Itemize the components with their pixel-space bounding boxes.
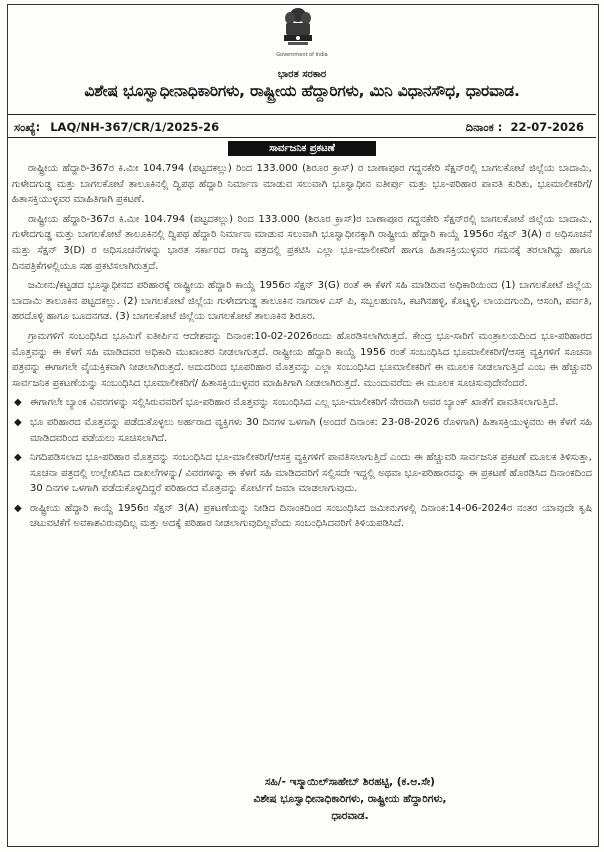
reference-number [14, 120, 219, 135]
ref-divider [8, 137, 596, 138]
notice-body [12, 161, 592, 536]
diamond-bullet-icon: ◆ [14, 502, 22, 514]
diamond-bullet-icon: ◆ [14, 416, 22, 428]
signature-block [0, 774, 604, 825]
notice-date [466, 120, 584, 135]
paragraph: ರಾಷ್ಟ್ರೀಯ ಹೆದ್ದಾರಿ-367ರ ಕಿ.ಮೀ 104.794 (ಪಟ್ಟದಕಲ್ಲು) ರಿಂದ 133.000 (ಶಿರೂರ ಕ್ರಾಸ್) ರ ಬಾಣಾಪೂರ ಗದ್ದನಕೇರಿ ಸೆಕ್ಷನ್‌ರಲ್ಲಿ ಬಾಗಲಕೋಟೆ ಜಿಲ್ಲೆಯ ಬಾದಾಮಿ, ಗುಳೇದಗುಡ್ಡ ಮತ್ತು ಬಾಗಲಕೋಟೆ ತಾಲೂಕಿನಲ್ಲಿ ದ್ವಿಪಥ ಹೆದ್ದಾರಿ ನಿರ್ಮಾಣ ಮಾಡುವ ಸಲುವಾಗಿ ಭೂಸ್ವಾಧೀನ ಐತೀರ್ಪು ಮತ್ತು ಭೂ-ಪರಿಹಾರ ಪಾವತಿ ಕುರಿತು, ಭೂಮಾಲೀಕರಿಗೆ/ಹಿತಾಸಕ್ತಿಯುಳ್ಳವರ ಮಾಹಿತಿಗಾಗಿ ಪ್ರಕಟಣೆ. [12, 163, 592, 206]
paragraph: ಜಮೀನು/ಕಟ್ಟಡದ ಭೂಸ್ವಾಧೀನದ ಪರಿಹಾರಕ್ಕೆ ರಾಷ್ಟ್ರೀಯ ಹೆದ್ದಾರಿ ಕಾಯ್ದೆ 1956ರ ಸೆಕ್ಷನ್ 3(G) ರಂತೆ ಈ ಕೆಳಗೆ ಸಹಿ ಮಾಡಿರುವ ಅಧಿಕಾರಿಯಿಂದ (1) ಬಾಗಲಕೋಟೆ ಜಿಲ್ಲೆಯ ಬಾದಾಮಿ ತಾಲೂಕಿನ ಪಟ್ಟದಕಲ್ಲು. (2) ಬಾಗಲಕೋಟೆ ಜಿಲ್ಲೆಯ ಗುಳೇದಗುಡ್ಡ ತಾಲೂಕಿನ ನಾಗರಾಳ ಎಸ್ ಪಿ, ಸಬ್ಬಲಹುಣಸಿ, ಕಟಗಿನಹಳ್ಳಿ, ಕೊಟ್ನಳ್ಳಿ, ಲಾಯದಗುಂದಿ, ಆಸಂಗಿ, ಪರ್ವತಿ, ಹರದೊಳ್ಳಿ ಹಾಗೂ ಬೂದನಗಡ. (3) ಬಾಗಲಕೋಟೆ ಜಿಲ್ಲೆಯ ಬಾಗಲಕೋಟೆ ತಾಲೂಕಿನ ಶಿರೂರ. [12, 280, 592, 323]
paragraph: ಗ್ರಾಮಗಳಿಗೆ ಸಂಬಂಧಿಸಿದ ಭೂಮಿಗೆ ಐತೀರ್ಪಿನ ಆದೇಶವನ್ನು ದಿನಾಂಕ:10-02-2026ರಂದು ಹೊರಡಿಸಲಾಗಿರುತ್ತದೆ. ಕೇಂದ್ರ ಭೂ-ಸಾರಿಗೆ ಮಂತ್ರಾಲಯದಿಂದ ಭೂ-ಪರಿಹಾರದ ಮೊತ್ತವನ್ನು ಈ ಕೆಳಗೆ ಸಹಿ ಮಾಡಿದವರ ಅಧಿಕಾರಿ ಮುಖಾಂತರ ನೀಡಲಾಗುತ್ತದೆ. ರಾಷ್ಟ್ರೀಯ ಹೆದ್ದಾರಿ ಕಾಯ್ದೆ 1956 ರಂತೆ ಸಂಬಂಧಿಸಿದ ಭೂಮಾಲೀಕರಿಗೆ/ಆಸಕ್ತ ವ್ಯಕ್ತಿಗಳಿಗೆ ಸೂಚನಾ ಪತ್ರವನ್ನು ಈಗಾಗಲೇ ವೈಯಕ್ತಿಕವಾಗಿ ನೀಡಲಾಗಿರುತ್ತದೆ. ಅದುದರಿಂದ ಭೂಪರಿಹಾರ ಮೊತ್ತವನ್ನು ಎಲ್ಲಾ ಸಂಬಂಧಿಸಿದ ಭೂಮಾಲೀಕರಿಗೆ ಈ ಮೂಲಕ ನೀಡಲಾಗುತ್ತಿದೆ ಎಂಬ ಈ ಹೆಚ್ಚುವರಿ ಸಾರ್ವಜನಿಕ ಪ್ರಕಟಣೆಯನ್ನು ಸಂಬಂಧಿಸಿದ ಭೂಮಾಲೀಕರಿಗೆ/ ಹಿತಾಸಕ್ತಿಯುಳ್ಳವರ ಮಾಹಿತಿಗಾಗಿ ನೀಡಲಾಗಿರುತ್ತದೆ. ಮುಂದುವರೆದು ಈ ಮೂಲಕ ಸೂಚಿಸುವುದೇನೆಂದರೆ. [12, 330, 592, 389]
notice-heading: ಸಾರ್ವಜನಿಕ ಪ್ರಕಟಣೆ [228, 141, 376, 156]
signatory-designation: ವಿಶೇಷ ಭೂಸ್ವಾಧೀನಾಧಿಕಾರಿಗಳು, ರಾಷ್ಟ್ರೀಯ ಹೆದ್ದಾರಿಗಳು, [253, 793, 447, 805]
date-label: ದಿನಾಂಕ : [465, 120, 503, 134]
date-value: 22-07-2026 [510, 120, 584, 134]
signatory-place: ಧಾರವಾಡ. [331, 810, 369, 822]
diamond-bullet-icon: ◆ [14, 452, 22, 464]
reference-label: ಸಂಖ್ಯೆ: [14, 120, 41, 134]
instructions-list [12, 395, 592, 532]
emblem-caption: Government of India [276, 52, 328, 58]
office-title: ವಿಶೇಷ ಭೂಸ್ವಾಧೀನಾಧಿಕಾರಿಗಳು, ರಾಷ್ಟ್ರೀಯ ಹೆದ್ದಾರಿಗಳು, ಮಿನಿ ವಿಧಾನಸೌಧ, ಧಾರವಾಡ. [84, 82, 520, 100]
government-name: ಭಾರತ ಸರಕಾರ [277, 69, 327, 80]
list-item: ◆ ನಿಗದಿಪಡಿಸಲಾದ ಭೂ-ಪರಿಹಾರ ಮೊತ್ತವನ್ನು ಸಂಬಂಧಿಸಿದ ಭೂ-ಮಾಲೀಕರಿಗೆ/ಆಸಕ್ತ ವ್ಯಕ್ತಿಗಳಿಗೆ ಪಾವತಿಸಲಾಗುತ್ತಿದೆ ಎಂದು ಈ ಹೆಚ್ಚುವರಿ ಸಾರ್ವಜನಿಕ ಪ್ರಕಟಣೆ ಮೂಲಕ ತಿಳಿಸುತ್ತಾ, ಸೂಚನಾ ಪತ್ರದಲ್ಲಿ ಉಲ್ಲೇಖಿಸಿದ ದಾಖಲೆಗಳನ್ನು/ ವಿವರಗಳನ್ನು ಈ ಕೆಳಗೆ ಸಹಿ ಮಾಡಿದವರಿಗೆ ಸಲ್ಲಿಸದೇ ಇದ್ದಲ್ಲಿ ಅಥವಾ ಭೂ-ಪರಿಹಾರವನ್ನು ಈ ಪ್ರಕಟಣೆ ಹೊರಡಿಸಿದ ದಿನಾಂಕದಿಂದ 30 ದಿನಗಳ ಒಳಗಾಗಿ ಪಡೆದುಕೊಳ್ಳದಿದ್ದರೆ ಪರಿಹಾರದ ಮೊತ್ತವನ್ನು ಕೋರ್ಟಿಗೆ ಜಮಾ ಮಾಡಲಾಗುವುದು. [14, 452, 592, 495]
list-item: ◆ ರಾಷ್ಟ್ರೀಯ ಹೆದ್ದಾರಿ ಕಾಯ್ದೆ 1956ರ ಸೆಕ್ಷನ್ 3(A) ಪ್ರಕಟಣೆಯನ್ನು ನೀಡಿದ ದಿನಾಂಕದಿಂದ ಸಂಬಂಧಿಸಿದ ಜಮೀನುಗಳಲ್ಲಿ ದಿನಾಂಕ:14-06-2024ರ ನಂತರ ಯಾವುದೇ ಕೃಷಿ ಚಟುವಟಿಕೆಗೆ ಅವಕಾಶವಿರುವುದಿಲ್ಲ ಮತ್ತು ಅದಕ್ಕೆ ಪರಿಹಾರ ನೀಡಲಾಗುವುದಿಲ್ಲವೆಂದು ಸಂಬಂಧಿಸಿದವರಿಗೆ ತಿಳಿಯಪಡಿಸಿದೆ. [14, 502, 592, 530]
ashoka-emblem-icon [278, 6, 318, 52]
signatory-name: ಸಹಿ/- ಇಸ್ಮಾಯಿಲ್‌ಸಾಹೇಬ್ ಶಿರಹಟ್ಟಿ, (ಕ.ಆ.ಸೇ) [265, 776, 435, 788]
reference-value: LAQ/NH-367/CR/1/2025-26 [50, 120, 220, 134]
paragraph: ರಾಷ್ಟ್ರೀಯ ಹೆದ್ದಾರಿ-367ರ ಕಿ.ಮೀ 104.794 (ಪಟ್ಟದಕಲ್ಲು) ರಿಂದ 133.000 (ಶಿರೂರ ಕ್ರಾಸ್)ರ ಬಾಣಾಪೂರ ಗದ್ದನಕೇರಿ ಸೆಕ್ಷನ್‌ರಲ್ಲಿ ಬಾಗಲಕೋಟೆ ಜಿಲ್ಲೆಯ ಬಾದಾಮಿ, ಗುಳೇದಗುಡ್ಡ ಮತ್ತು ಬಾಗಲಕೋಟೆ ತಾಲೂಕಿನಲ್ಲಿ ದ್ವಿಪಥ ಹೆದ್ದಾರಿ ನಿರ್ಮಾಣ ಮಾಡುವ ಸಲುವಾಗಿ ಭೂಸ್ವಾಧೀನಕ್ಕಾಗಿ ರಾಷ್ಟ್ರೀಯ ಹೆದ್ದಾರಿ ಕಾಯ್ದೆ 1956ರ ಸೆಕ್ಷನ್ 3(A) ರ ಅಧಿಸೂಚನೆ ಮತ್ತು ಸೆಕ್ಷನ್ 3(D) ರ ಅಧಿಸೂಚನೆಗಳನ್ನು ಭಾರತ ಸರ್ಕಾರದ ರಾಜ್ಯ ಪತ್ರದಲ್ಲಿ ಪ್ರಕಟಿಸಿ ಎಲ್ಲಾ ಭೂ-ಮಾಲೀಕರಿಗೆ ಹಾಗೂ ಹಿತಾಸಕ್ತಿಯುಳ್ಳವರ ಗಮನಕ್ಕೆ ತರಲಾಗಿದ್ದು ಹಾಗೂ ದಿನಪತ್ರಿಕೆಗಳಲ್ಲಿಯೂ ಸಹ ಪ್ರಕಟಿಸಲಾಗಿರುತ್ತದೆ. [12, 213, 592, 272]
list-item: ◆ ಈಗಾಗಲೇ ಬ್ಯಾಂಕ ವಿವರಗಳನ್ನು ಸಲ್ಲಿಸಿರುವವರಿಗೆ ಭೂ-ಪರಿಹಾರ ಮೊತ್ತವನ್ನು ಸಂಬಂಧಿಸಿದ ಎಲ್ಲ ಭೂ-ಮಾಲೀಕರಿಗೆ ನೇರವಾಗಿ ಅವರ ಬ್ಯಾಂಕ್ ಖಾತೆಗೆ ಪಾವತಿಸಲಾಗುತ್ತಿದೆ. [12, 395, 592, 411]
header-divider [8, 114, 596, 115]
list-item: ◆ ಭೂ ಪರಿಹಾರದ ಮೊತ್ತವನ್ನು ಪಡೆದುಕೊಳ್ಳಲು ಅರ್ಹರಾದ ವ್ಯಕ್ತಿಗಳು 30 ದಿನಗಳ ಒಳಗಾಗಿ (ಅಂದರೆ ದಿನಾಂಕ: 23-08-2026 ರೊಳಗಾಗಿ) ಹಿತಾಸಕ್ತಿಯುಳ್ಳವರು ಈ ಕೆಳಗೆ ಸಹಿ ಮಾಡಿದವರಿಂದ ಪಡೆಯಲು ಸೂಚಿಸಲಾಗಿದೆ. [14, 416, 592, 444]
diamond-bullet-icon: ◆ [14, 397, 22, 409]
